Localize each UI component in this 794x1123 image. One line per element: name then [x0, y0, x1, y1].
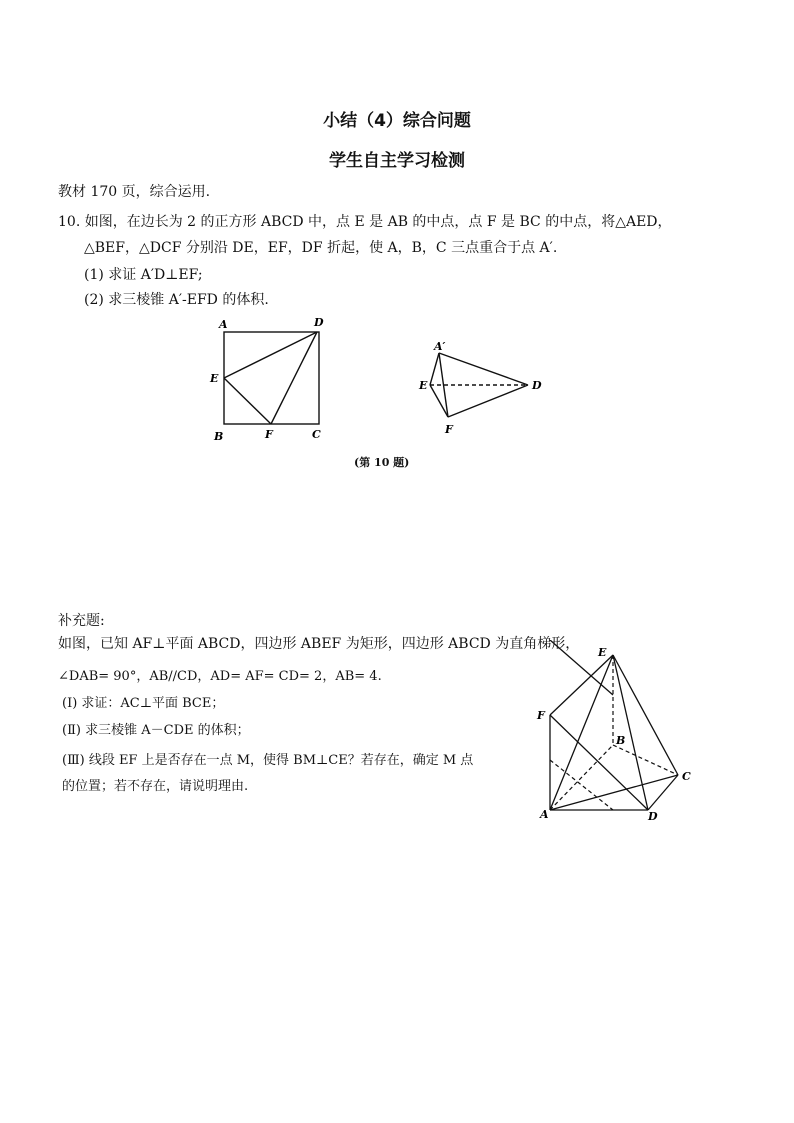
edge-ed	[613, 655, 648, 810]
supplement-line1: 如图，已知 AF⊥平面 ABCD，四边形 ABEF 为矩形，四边形 ABCD 为直角梯形，	[58, 636, 580, 652]
supplement-q1: (Ⅰ) 求证：AC⊥平面 BCE；	[62, 696, 225, 711]
label-d: D	[314, 316, 324, 329]
label-b: B	[616, 734, 626, 747]
label-c: C	[682, 770, 691, 783]
page-title: 小结（4）综合问题	[323, 111, 471, 131]
label-d: D	[532, 379, 542, 392]
page-subtitle: 学生自主学习检测	[329, 151, 465, 171]
label-e: E	[210, 372, 219, 385]
edge-fd	[448, 385, 528, 417]
label-a: A	[540, 808, 549, 821]
label-f: F	[265, 428, 273, 441]
line-ed	[224, 332, 317, 378]
edge-ab-hidden	[550, 745, 613, 810]
edge-dc	[648, 775, 678, 810]
edge-ac	[550, 775, 678, 810]
edge-fd	[550, 715, 648, 810]
problem10-line2: △BEF，△DCF 分别沿 DE，EF，DF 折起，使 A，B，C 三点重合于点 A′.	[84, 240, 558, 256]
edge-fe	[550, 655, 613, 715]
line-fd	[271, 332, 317, 424]
supplement-q3a: (Ⅲ) 线段 EF 上是否存在一点 M，使得 BM⊥CE？若存在，确定 M 点	[62, 753, 474, 768]
label-f: F	[445, 423, 453, 436]
line-ef	[224, 378, 271, 424]
square-figure	[205, 312, 340, 447]
label-a-prime: A′	[434, 340, 446, 353]
label-e: E	[598, 646, 607, 659]
edge-ae	[550, 655, 613, 810]
problem10-q1: (1) 求证 A′D⊥EF;	[84, 267, 203, 283]
intro-text: 教材 170 页，综合运用.	[58, 184, 211, 200]
label-e: E	[419, 379, 428, 392]
supplement-line2: ∠DAB= 90°，AB//CD，AD= AF= CD= 2，AB= 4.	[58, 669, 382, 684]
solid-figure	[530, 640, 700, 830]
label-b: B	[214, 430, 224, 443]
supplement-heading: 补充题:	[58, 613, 105, 629]
edge-ad	[439, 353, 528, 385]
supplement-q2: (Ⅱ) 求三棱锥 A－CDE 的体积；	[62, 723, 250, 738]
label-c: C	[312, 428, 321, 441]
edge-bc-hidden	[613, 745, 678, 775]
figure-caption: (第 10 题)	[354, 456, 410, 469]
problem10-q2: (2) 求三棱锥 A′-EFD 的体积.	[84, 292, 269, 308]
square-abcd	[224, 332, 319, 424]
edge-ae	[430, 353, 439, 385]
pyramid-figure	[412, 336, 552, 436]
edge-ec	[613, 655, 678, 775]
problem10-line1: 10. 如图，在边长为 2 的正方形 ABCD 中，点 E 是 AB 的中点，点 F 是 BC 的中点，将△AED，	[58, 214, 672, 230]
supplement-q3b: 的位置；若不存在，请说明理由.	[62, 779, 249, 794]
label-d: D	[648, 810, 658, 823]
label-a: A	[219, 318, 228, 331]
label-f: F	[537, 709, 545, 722]
